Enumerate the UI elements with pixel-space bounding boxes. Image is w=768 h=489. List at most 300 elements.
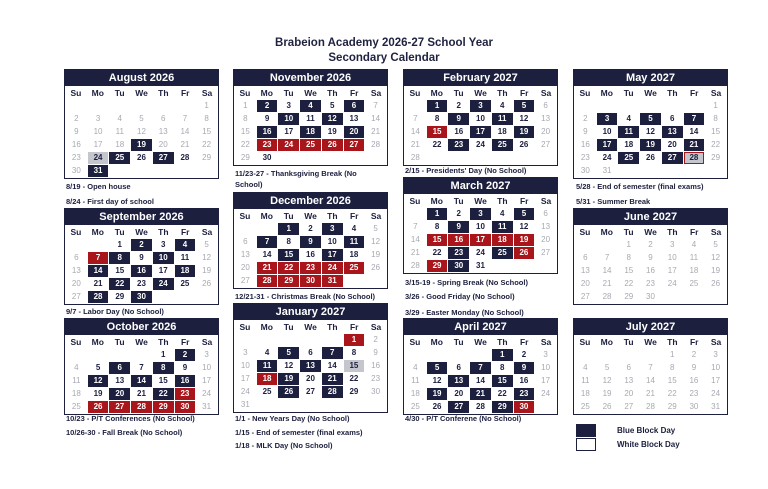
empty-day-cell bbox=[597, 349, 618, 361]
day-cell: 26 bbox=[514, 247, 535, 259]
day-cell: 21 bbox=[602, 279, 612, 288]
weekday-label: Th bbox=[497, 88, 508, 98]
empty-day-cell bbox=[535, 401, 556, 413]
weekday-label: Th bbox=[327, 322, 338, 332]
day-cell: 2 bbox=[131, 239, 152, 251]
weekday-header-row bbox=[574, 225, 727, 239]
day-cell: 14 bbox=[410, 127, 420, 136]
day-cell: 13 bbox=[300, 360, 321, 372]
day-grid bbox=[404, 349, 557, 414]
weekday-label: Tu bbox=[623, 337, 634, 347]
weekday-label: Sa bbox=[370, 88, 382, 98]
day-cell: 27 bbox=[448, 401, 469, 413]
day-cell: 5 bbox=[139, 114, 144, 123]
weekday-header-row bbox=[574, 86, 727, 100]
day-cell: 16 bbox=[71, 140, 81, 149]
day-cell: 23 bbox=[448, 139, 469, 151]
day-cell: 16 bbox=[257, 126, 278, 138]
day-cell: 23 bbox=[580, 153, 590, 162]
day-cell: 18 bbox=[689, 266, 699, 275]
weekday-label: Su bbox=[70, 337, 82, 347]
empty-day-cell bbox=[88, 239, 109, 251]
weekday-label: Mo bbox=[430, 88, 443, 98]
day-cell: 21 bbox=[137, 389, 146, 398]
empty-day-cell bbox=[322, 399, 343, 411]
weekday-label: Th bbox=[158, 88, 169, 98]
weekday-label: Mo bbox=[430, 337, 443, 347]
month-june-2027 bbox=[573, 208, 728, 305]
empty-day-cell bbox=[131, 165, 152, 177]
weekday-header-row bbox=[65, 225, 218, 239]
weekday-label: We bbox=[474, 196, 487, 206]
day-cell: 29 bbox=[153, 401, 174, 413]
day-cell: 25 bbox=[344, 262, 365, 274]
day-cell: 24 bbox=[278, 139, 299, 151]
day-cell: 11 bbox=[72, 376, 81, 385]
day-cell: 4 bbox=[499, 101, 505, 110]
day-cell: 10 bbox=[541, 363, 551, 372]
day-cell: 12 bbox=[432, 376, 442, 385]
day-cell: 5 bbox=[514, 208, 535, 220]
day-cell: 8 bbox=[669, 363, 675, 372]
empty-day-cell bbox=[175, 100, 196, 112]
empty-day-cell bbox=[705, 165, 726, 177]
day-cell: 24 bbox=[202, 389, 212, 398]
day-cell: 8 bbox=[713, 114, 718, 123]
day-cell: 20 bbox=[454, 389, 464, 398]
day-cell: 13 bbox=[541, 222, 551, 231]
day-cell: 26 bbox=[602, 402, 612, 411]
day-cell: 10 bbox=[602, 127, 612, 136]
day-cell: 22 bbox=[432, 140, 442, 149]
weekday-label: Fr bbox=[349, 88, 359, 98]
day-cell: 12 bbox=[88, 375, 109, 387]
day-cell: 20 bbox=[541, 235, 551, 244]
day-cell: 30 bbox=[131, 291, 152, 303]
day-cell: 31 bbox=[602, 166, 612, 175]
day-cell: 15 bbox=[278, 249, 299, 261]
day-cell: 10 bbox=[476, 114, 485, 123]
day-cell: 8 bbox=[153, 362, 174, 374]
day-cell: 23 bbox=[514, 388, 535, 400]
empty-day-cell bbox=[300, 399, 321, 411]
day-cell: 25 bbox=[300, 139, 321, 151]
day-cell: 7 bbox=[648, 363, 653, 372]
day-cell: 8 bbox=[499, 363, 505, 372]
month-header: August 2026 bbox=[65, 70, 218, 86]
weekday-label: We bbox=[644, 227, 657, 237]
weekday-label: We bbox=[135, 227, 148, 237]
empty-day-cell bbox=[492, 260, 513, 272]
weekday-label: Th bbox=[158, 227, 169, 237]
day-cell: 14 bbox=[689, 127, 699, 136]
day-cell: 18 bbox=[175, 265, 196, 277]
empty-day-cell bbox=[300, 152, 321, 164]
weekday-label: Su bbox=[70, 88, 82, 98]
day-cell: 29 bbox=[278, 275, 299, 287]
day-cell: 25 bbox=[492, 139, 513, 151]
day-cell: 23 bbox=[646, 279, 655, 288]
day-cell: 2 bbox=[257, 100, 278, 112]
day-cell: 3 bbox=[713, 350, 718, 359]
day-cell: 1 bbox=[117, 240, 122, 249]
day-cell: 23 bbox=[137, 279, 146, 288]
day-cell: 26 bbox=[278, 386, 299, 398]
day-cell: 5 bbox=[204, 240, 209, 249]
day-cell: 27 bbox=[306, 387, 315, 396]
month-header: September 2026 bbox=[65, 209, 218, 225]
note-pt-conferences-oct: 10/23 - P/T Conferences (No School) bbox=[66, 414, 195, 423]
day-cell: 7 bbox=[684, 113, 705, 125]
weekday-header-row bbox=[404, 86, 557, 100]
day-cell: 3 bbox=[597, 113, 618, 125]
day-cell: 28 bbox=[180, 153, 190, 162]
day-cell: 13 bbox=[158, 127, 168, 136]
day-cell: 19 bbox=[131, 139, 152, 151]
weekday-label: Fr bbox=[689, 337, 699, 347]
day-cell: 24 bbox=[476, 140, 485, 149]
weekday-label: Tu bbox=[453, 88, 464, 98]
day-cell: 29 bbox=[349, 387, 359, 396]
day-cell: 16 bbox=[306, 250, 315, 259]
calendar-subtitle: Secondary Calendar bbox=[328, 52, 440, 64]
empty-day-cell bbox=[153, 165, 174, 177]
day-cell: 9 bbox=[373, 348, 378, 357]
weekday-label: Su bbox=[239, 88, 251, 98]
day-cell: 6 bbox=[583, 253, 588, 262]
day-cell: 25 bbox=[262, 387, 272, 396]
day-cell: 27 bbox=[109, 401, 130, 413]
weekday-label: Tu bbox=[623, 88, 634, 98]
weekday-header-row bbox=[234, 320, 387, 334]
weekday-label: Su bbox=[239, 322, 251, 332]
month-july-2027 bbox=[573, 318, 728, 415]
empty-day-cell bbox=[278, 334, 299, 346]
day-cell: 4 bbox=[691, 240, 697, 249]
weekday-label: We bbox=[474, 337, 487, 347]
day-cell: 9 bbox=[448, 221, 469, 233]
day-cell: 25 bbox=[410, 402, 420, 411]
day-cell: 12 bbox=[137, 127, 146, 136]
day-cell: 16 bbox=[646, 266, 655, 275]
day-cell: 23 bbox=[689, 389, 699, 398]
day-cell: 6 bbox=[344, 100, 365, 112]
day-cell: 4 bbox=[499, 209, 505, 218]
day-cell: 6 bbox=[456, 363, 461, 372]
weekday-label: Mo bbox=[91, 88, 104, 98]
weekday-label: Su bbox=[409, 88, 421, 98]
day-cell: 12 bbox=[371, 237, 381, 246]
day-cell: 20 bbox=[344, 126, 365, 138]
day-cell: 19 bbox=[602, 389, 612, 398]
weekday-label: We bbox=[304, 322, 317, 332]
empty-day-cell bbox=[405, 100, 426, 112]
month-may-2027 bbox=[573, 69, 728, 179]
day-cell: 24 bbox=[88, 152, 109, 164]
day-cell: 11 bbox=[492, 113, 513, 125]
legend-white-label: White Block Day bbox=[617, 440, 680, 449]
note-labor-day: 9/7 - Labor Day (No School) bbox=[66, 307, 164, 316]
day-cell: 16 bbox=[454, 127, 464, 136]
day-cell: 21 bbox=[470, 388, 491, 400]
day-cell: 8 bbox=[204, 114, 209, 123]
empty-day-cell bbox=[196, 165, 217, 177]
weekday-label: Fr bbox=[180, 88, 190, 98]
empty-day-cell bbox=[575, 349, 596, 361]
day-cell: 10 bbox=[327, 237, 337, 246]
day-cell: 24 bbox=[322, 262, 343, 274]
weekday-label: Mo bbox=[600, 227, 613, 237]
weekday-label: Tu bbox=[114, 227, 125, 237]
day-cell: 19 bbox=[202, 266, 212, 275]
month-april-2027 bbox=[403, 318, 558, 415]
weekday-header-row bbox=[234, 209, 387, 223]
empty-day-cell bbox=[235, 223, 256, 235]
empty-day-cell bbox=[235, 334, 256, 346]
day-cell: 2 bbox=[691, 350, 697, 359]
day-cell: 21 bbox=[684, 139, 705, 151]
day-cell: 13 bbox=[624, 376, 634, 385]
weekday-label: Sa bbox=[710, 227, 722, 237]
day-cell: 18 bbox=[349, 250, 359, 259]
day-cell: 27 bbox=[624, 402, 634, 411]
day-cell: 10 bbox=[93, 127, 103, 136]
day-cell: 13 bbox=[448, 375, 469, 387]
day-cell: 28 bbox=[646, 402, 655, 411]
day-cell: 17 bbox=[470, 234, 491, 246]
day-cell: 1 bbox=[344, 334, 365, 346]
day-cell: 26 bbox=[322, 139, 343, 151]
weekday-label: Mo bbox=[430, 196, 443, 206]
note-easter-monday: 3/29 - Easter Monday (No School) bbox=[405, 308, 524, 317]
day-cell: 7 bbox=[413, 222, 418, 231]
day-cell: 28 bbox=[476, 402, 485, 411]
day-cell: 31 bbox=[202, 402, 212, 411]
day-cell: 20 bbox=[71, 279, 81, 288]
empty-day-cell bbox=[322, 152, 343, 164]
day-cell: 14 bbox=[602, 266, 612, 275]
day-cell: 5 bbox=[95, 363, 101, 372]
note-fall-break: 10/26-30 - Fall Break (No School) bbox=[66, 428, 183, 437]
day-cell: 12 bbox=[711, 253, 721, 262]
day-cell: 10 bbox=[278, 113, 299, 125]
weekday-label: Su bbox=[579, 88, 591, 98]
empty-day-cell bbox=[88, 349, 109, 361]
weekday-label: Sa bbox=[370, 322, 382, 332]
day-cell: 26 bbox=[711, 279, 721, 288]
weekday-label: Mo bbox=[600, 337, 613, 347]
empty-day-cell bbox=[470, 349, 491, 361]
weekday-label: Fr bbox=[180, 227, 190, 237]
day-cell: 2 bbox=[175, 349, 196, 361]
day-cell: 29 bbox=[202, 153, 212, 162]
weekday-label: We bbox=[644, 88, 657, 98]
empty-day-cell bbox=[662, 100, 683, 112]
month-february-2027 bbox=[403, 69, 558, 166]
note-good-friday: 3/26 - Good Friday (No School) bbox=[405, 292, 515, 301]
empty-day-cell bbox=[618, 349, 639, 361]
day-cell: 22 bbox=[240, 140, 250, 149]
weekday-label: Tu bbox=[114, 337, 125, 347]
day-cell: 9 bbox=[648, 253, 653, 262]
day-cell: 23 bbox=[71, 153, 81, 162]
month-header: July 2027 bbox=[574, 319, 727, 335]
day-cell: 11 bbox=[257, 360, 278, 372]
day-cell: 27 bbox=[71, 292, 81, 301]
empty-day-cell bbox=[405, 208, 426, 220]
day-cell: 30 bbox=[689, 402, 699, 411]
day-cell: 11 bbox=[306, 114, 315, 123]
day-cell: 11 bbox=[492, 221, 513, 233]
weekday-label: We bbox=[474, 88, 487, 98]
day-cell: 8 bbox=[434, 222, 440, 231]
day-cell: 3 bbox=[286, 101, 291, 110]
day-cell: 10 bbox=[153, 252, 174, 264]
day-cell: 18 bbox=[115, 140, 125, 149]
empty-day-cell bbox=[322, 334, 343, 346]
empty-day-cell bbox=[492, 152, 513, 164]
weekday-label: We bbox=[304, 88, 317, 98]
day-cell: 9 bbox=[182, 363, 188, 372]
day-cell: 1 bbox=[243, 101, 248, 110]
day-cell: 9 bbox=[514, 362, 535, 374]
empty-day-cell bbox=[427, 349, 448, 361]
empty-day-cell bbox=[684, 165, 705, 177]
day-cell: 2 bbox=[74, 114, 79, 123]
day-cell: 29 bbox=[492, 401, 513, 413]
day-cell: 2 bbox=[583, 114, 588, 123]
weekday-label: Fr bbox=[519, 88, 529, 98]
weekday-label: Mo bbox=[260, 88, 273, 98]
weekday-label: Tu bbox=[283, 211, 294, 221]
day-cell: 15 bbox=[624, 266, 634, 275]
day-cell: 19 bbox=[327, 127, 337, 136]
day-cell: 27 bbox=[541, 248, 551, 257]
empty-day-cell bbox=[575, 100, 596, 112]
weekday-label: We bbox=[135, 337, 148, 347]
day-cell: 23 bbox=[257, 139, 278, 151]
empty-day-cell bbox=[448, 349, 469, 361]
calendar-title: Brabeion Academy 2026-27 School Year bbox=[275, 37, 493, 49]
day-cell: 11 bbox=[180, 253, 190, 262]
day-cell: 3 bbox=[470, 100, 491, 112]
day-cell: 1 bbox=[427, 100, 448, 112]
day-cell: 9 bbox=[583, 127, 588, 136]
day-cell: 21 bbox=[410, 248, 420, 257]
note-new-years: 1/1 - New Years Day (No School) bbox=[235, 414, 350, 423]
weekday-header-row bbox=[404, 335, 557, 349]
day-cell: 25 bbox=[180, 279, 190, 288]
weekday-header-row bbox=[65, 335, 218, 349]
day-cell: 12 bbox=[519, 222, 529, 231]
day-cell: 31 bbox=[88, 165, 109, 177]
day-cell: 1 bbox=[160, 350, 166, 359]
day-cell: 20 bbox=[624, 389, 634, 398]
day-cell: 13 bbox=[662, 126, 683, 138]
day-cell: 2 bbox=[308, 224, 313, 233]
day-cell: 18 bbox=[71, 389, 81, 398]
weekday-label: Su bbox=[409, 337, 421, 347]
day-cell: 3 bbox=[95, 114, 101, 123]
empty-day-cell bbox=[365, 275, 386, 287]
empty-day-cell bbox=[684, 100, 705, 112]
day-cell: 8 bbox=[109, 252, 130, 264]
empty-day-cell bbox=[88, 100, 109, 112]
day-cell: 19 bbox=[278, 373, 299, 385]
empty-day-cell bbox=[618, 100, 639, 112]
day-cell: 29 bbox=[240, 153, 250, 162]
weekday-label: Mo bbox=[260, 322, 273, 332]
weekday-label: Su bbox=[239, 211, 251, 221]
month-header: February 2027 bbox=[404, 70, 557, 86]
day-cell: 4 bbox=[583, 363, 588, 372]
month-header: May 2027 bbox=[574, 70, 727, 86]
empty-day-cell bbox=[196, 291, 217, 303]
day-cell: 16 bbox=[519, 376, 529, 385]
empty-day-cell bbox=[640, 100, 661, 112]
weekday-header-row bbox=[404, 194, 557, 208]
day-cell: 3 bbox=[669, 240, 675, 249]
day-cell: 13 bbox=[240, 250, 250, 259]
day-cell: 4 bbox=[74, 363, 79, 372]
day-cell: 7 bbox=[139, 363, 144, 372]
day-cell: 31 bbox=[711, 402, 721, 411]
note-thanksgiving: 11/23-27 - Thanksgiving Break (No bbox=[235, 169, 357, 178]
empty-day-cell bbox=[705, 291, 726, 303]
day-cell: 5 bbox=[713, 240, 718, 249]
day-cell: 8 bbox=[626, 253, 631, 262]
day-cell: 5 bbox=[373, 224, 378, 233]
weekday-label: Fr bbox=[519, 196, 529, 206]
empty-day-cell bbox=[662, 165, 683, 177]
day-cell: 18 bbox=[300, 126, 321, 138]
day-cell: 16 bbox=[580, 140, 590, 149]
day-cell: 8 bbox=[434, 114, 440, 123]
day-cell: 17 bbox=[322, 249, 343, 261]
empty-day-cell bbox=[535, 260, 556, 272]
day-cell: 17 bbox=[597, 139, 618, 151]
weekday-label: Fr bbox=[689, 227, 699, 237]
weekday-label: Sa bbox=[201, 227, 213, 237]
day-cell: 19 bbox=[640, 139, 661, 151]
day-cell: 9 bbox=[448, 113, 469, 125]
day-cell: 29 bbox=[667, 402, 677, 411]
day-cell: 22 bbox=[497, 389, 507, 398]
weekday-label: Th bbox=[327, 211, 338, 221]
day-cell: 24 bbox=[240, 387, 250, 396]
weekday-label: Fr bbox=[519, 337, 529, 347]
empty-day-cell bbox=[153, 291, 174, 303]
day-cell: 22 bbox=[278, 262, 299, 274]
day-cell: 28 bbox=[88, 291, 109, 303]
day-cell: 13 bbox=[71, 266, 81, 275]
month-january-2027 bbox=[233, 303, 388, 413]
day-cell: 27 bbox=[344, 139, 365, 151]
month-header: March 2027 bbox=[404, 178, 557, 194]
day-cell: 4 bbox=[351, 224, 357, 233]
day-cell: 28 bbox=[322, 386, 343, 398]
note-open-house: 8/19 - Open house bbox=[66, 182, 131, 191]
day-grid bbox=[65, 239, 218, 304]
day-cell: 11 bbox=[115, 127, 124, 136]
day-cell: 17 bbox=[667, 266, 677, 275]
day-cell: 1 bbox=[492, 349, 513, 361]
day-cell: 25 bbox=[71, 402, 81, 411]
empty-day-cell bbox=[365, 399, 386, 411]
weekday-label: Sa bbox=[370, 211, 382, 221]
day-cell: 22 bbox=[711, 140, 721, 149]
day-cell: 14 bbox=[88, 265, 109, 277]
